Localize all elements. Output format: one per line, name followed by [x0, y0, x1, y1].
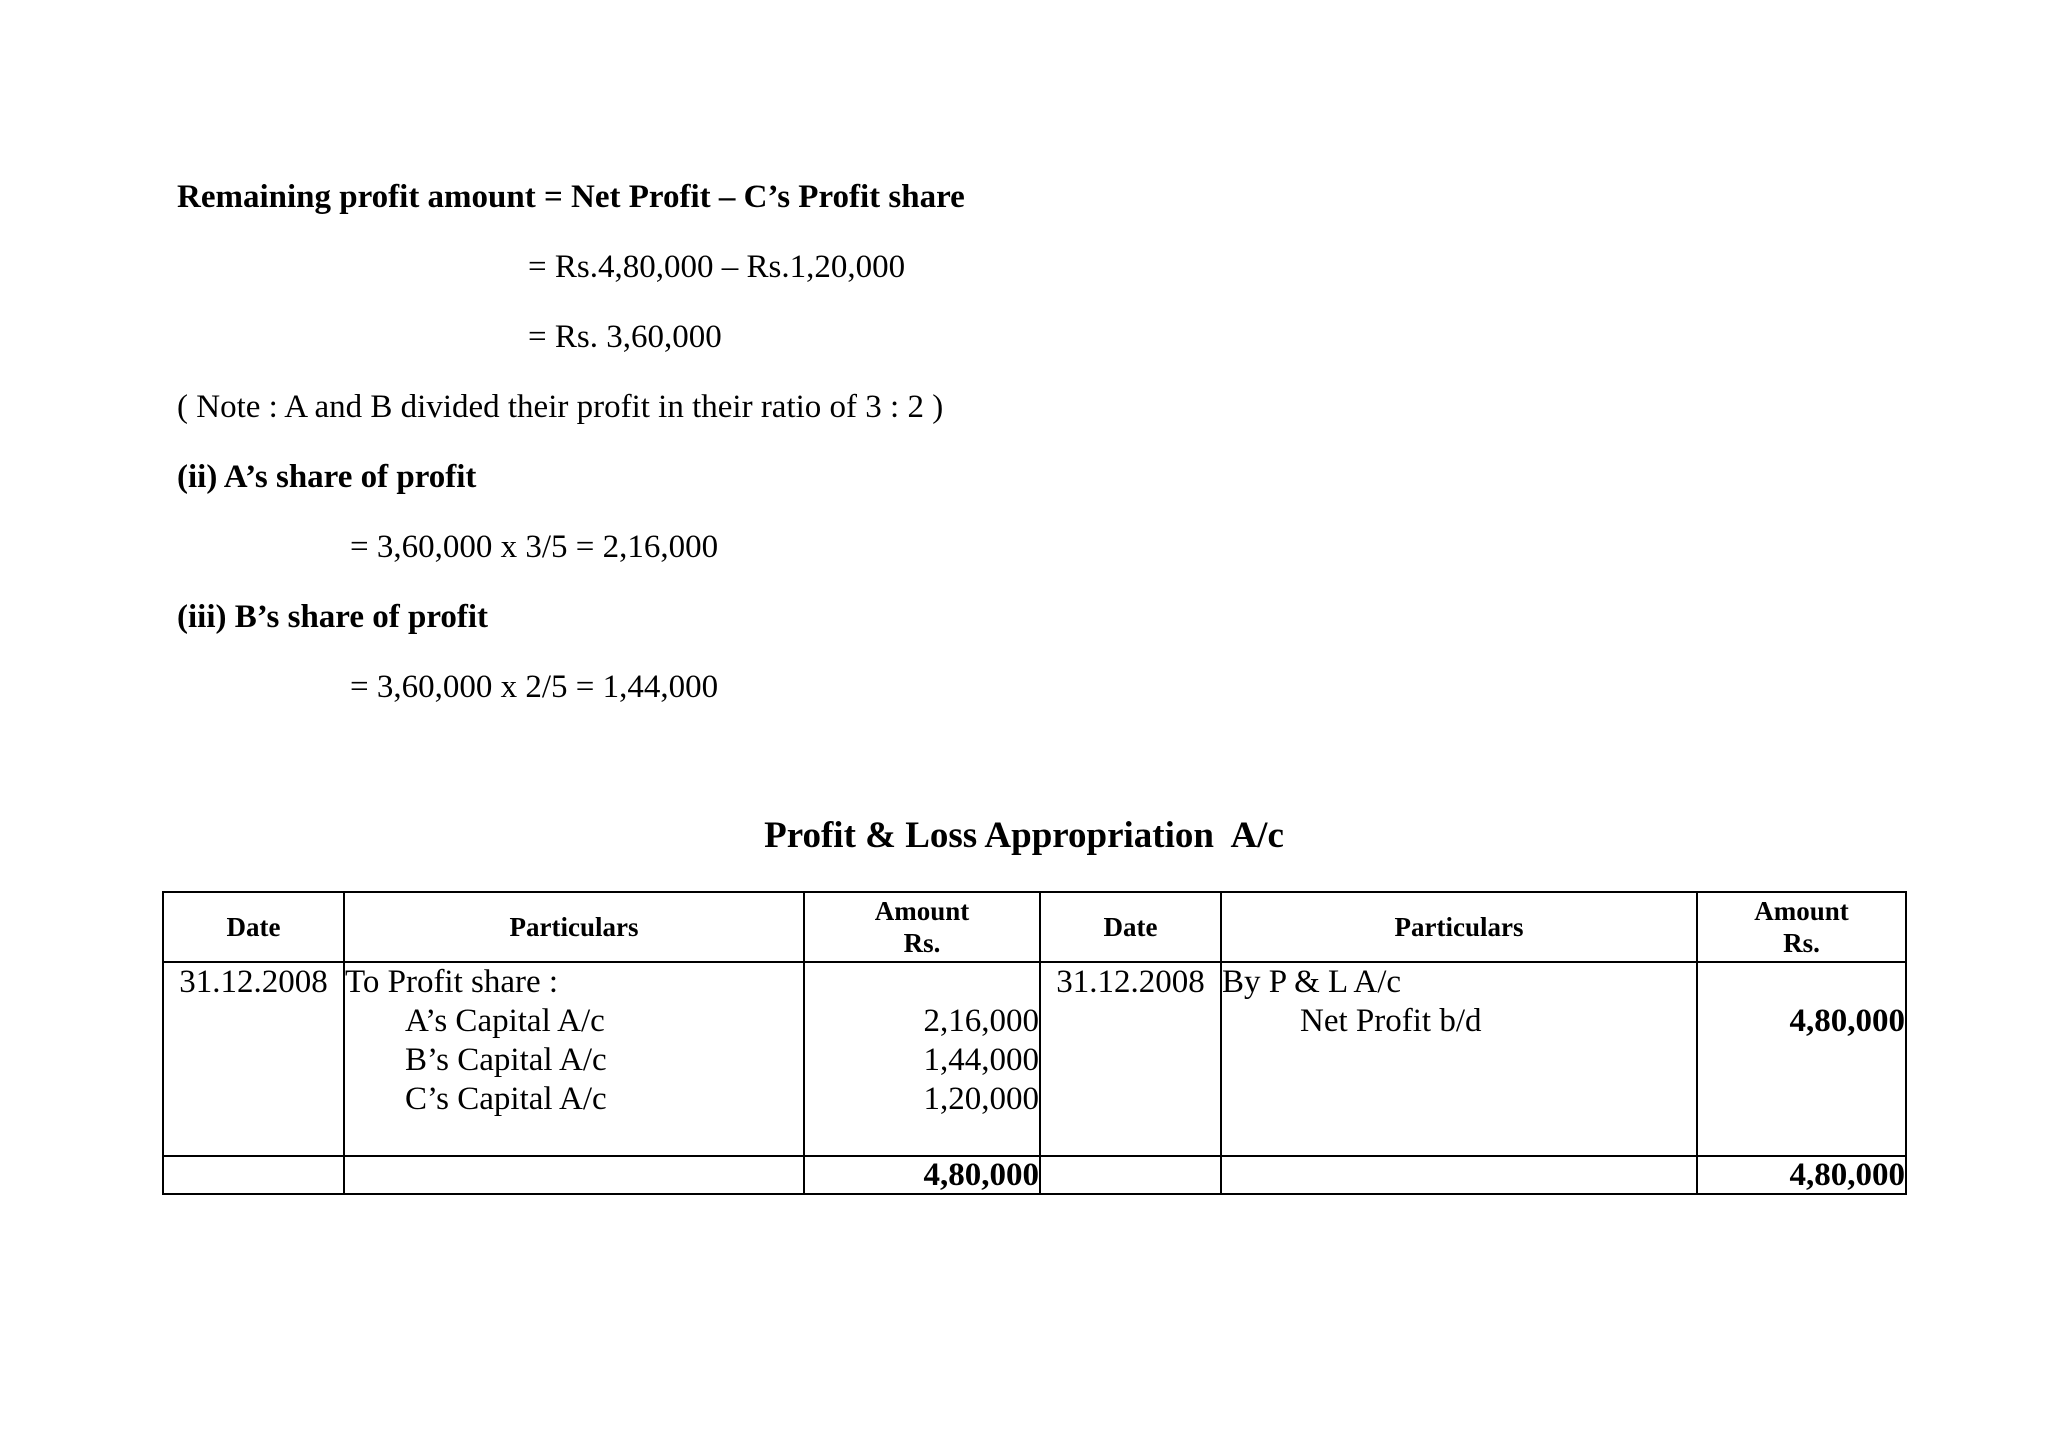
header-date-credit: Date [1040, 892, 1221, 962]
a-share-heading: (ii) A’s share of profit [177, 459, 477, 495]
debit-heading: To Profit share : [345, 964, 559, 1000]
header-amount-credit [1697, 892, 1906, 962]
debit-item-a: A’s Capital A/c [405, 1003, 605, 1039]
remaining-profit-step1: = Rs.4,80,000 – Rs.1,20,000 [528, 249, 906, 285]
header-amount-debit-label: Amount [874, 896, 970, 926]
header-date-debit: Date [163, 892, 344, 962]
debit-date: 31.12.2008 [163, 962, 344, 1156]
remaining-profit-result: = Rs. 3,60,000 [528, 319, 722, 355]
debit-amounts [804, 962, 1040, 1156]
credit-item: Net Profit b/d [1300, 1003, 1482, 1039]
header-particulars-debit: Particulars [344, 892, 804, 962]
ledger-total-row [163, 1156, 1906, 1194]
debit-total: 4,80,000 [804, 1156, 1040, 1194]
credit-amounts [1697, 962, 1906, 1156]
ratio-note: ( Note : A and B divided their profit in their ratio of 3 : 2 ) [177, 389, 944, 425]
debit-amount-a: 2,16,000 [923, 1003, 1039, 1039]
header-particulars-credit: Particulars [1221, 892, 1697, 962]
credit-date: 31.12.2008 [1040, 962, 1221, 1156]
a-share-calc: = 3,60,000 x 3/5 = 2,16,000 [350, 529, 719, 565]
header-amount-debit-unit: Rs. [903, 928, 941, 958]
credit-particulars [1221, 962, 1697, 1156]
debit-amount-c: 1,20,000 [923, 1081, 1039, 1117]
debit-item-b: B’s Capital A/c [405, 1042, 607, 1078]
total-blank-date-debit [163, 1156, 344, 1194]
ledger-entry-row [163, 962, 1906, 1156]
appropriation-ledger-table [162, 891, 1907, 1195]
debit-amount-b: 1,44,000 [923, 1042, 1039, 1078]
ledger-title: Profit & Loss Appropriation A/c [764, 815, 1284, 856]
ledger-header-row [163, 892, 1906, 962]
credit-total: 4,80,000 [1697, 1156, 1906, 1194]
header-amount-credit-unit: Rs. [1783, 928, 1820, 958]
total-blank-particulars-debit [344, 1156, 804, 1194]
remaining-profit-formula: Remaining profit amount = Net Profit – C’s Profit share [177, 179, 965, 215]
debit-particulars [344, 962, 804, 1156]
credit-amount: 4,80,000 [1789, 1003, 1905, 1039]
total-blank-date-credit [1040, 1156, 1221, 1194]
b-share-heading: (iii) B’s share of profit [177, 599, 489, 635]
header-amount-credit-label: Amount [1754, 896, 1849, 926]
credit-heading: By P & L A/c [1222, 964, 1402, 1000]
b-share-calc: = 3,60,000 x 2/5 = 1,44,000 [350, 669, 719, 705]
total-blank-particulars-credit [1221, 1156, 1697, 1194]
header-amount-debit [804, 892, 1040, 962]
debit-item-c: C’s Capital A/c [405, 1081, 607, 1117]
